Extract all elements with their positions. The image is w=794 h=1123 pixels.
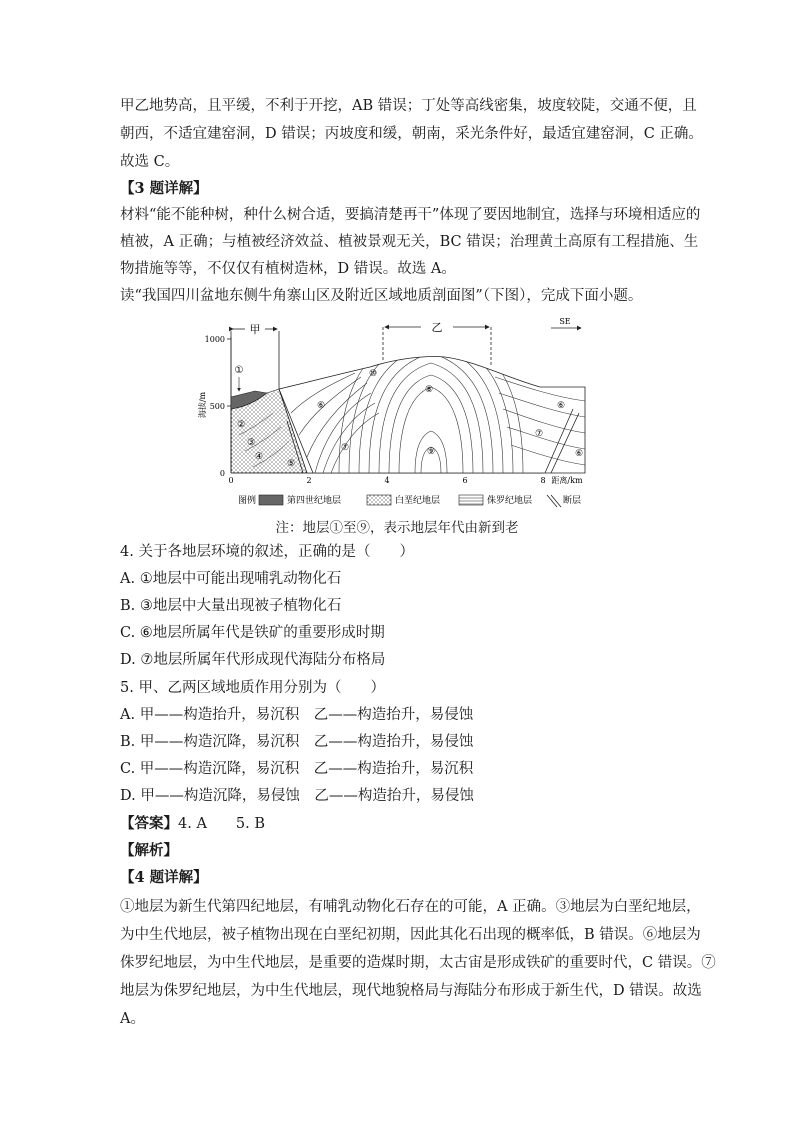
- layer-label: ⑥: [316, 401, 326, 411]
- paragraph-line: 地层为侏罗纪地层，为中生代地层，现代地貌格局与海陆分布形成于新生代，D 错误。故选: [120, 983, 702, 999]
- answer-value: 4. A 5. B: [178, 816, 266, 832]
- question-4-option-b: B. ③地层中大量出现被子植物化石: [120, 598, 342, 614]
- answer-line: [120, 812, 265, 833]
- paragraph-line: 材料“能不能种树，种什么树合适，要搞清楚再干”体现了要因地制宜，选择与环境相适应的: [120, 207, 701, 223]
- question-4-option-d: D. ⑦地层所属年代形成现代海陆分布格局: [120, 652, 386, 668]
- question-5-option-a: A. 甲——构造抬升，易沉积 乙——构造抬升，易侵蚀: [120, 707, 474, 723]
- paragraph-line: 甲乙地势高，且平缓，不利于开挖，AB 错误；丁处等高线密集，坡度较陡，交通不便，且: [120, 98, 697, 114]
- y-tick-label: 0: [219, 469, 225, 478]
- paragraph-line: 植被，A 正确；与植被经济效益、植被景观无关，BC 错误；治理黄土高原有工程措施、生: [120, 234, 699, 250]
- legend-label: 第四世纪地层: [287, 496, 342, 506]
- top-paragraph: [120, 92, 703, 176]
- legend-label: 侏罗纪地层: [487, 496, 533, 506]
- x-tick-label: 4: [384, 476, 390, 485]
- x-tick-label: 6: [462, 476, 468, 485]
- zone-yi-label: 乙: [431, 321, 443, 334]
- layer-label: ⑩: [368, 369, 378, 379]
- section-4-heading: 【4 题详解】: [120, 869, 208, 886]
- section-4-body: [120, 893, 716, 1033]
- layer-label: ⑥: [556, 401, 566, 411]
- legend-fault-icon: [547, 495, 561, 507]
- paragraph-line: ①地层为新生代第四纪地层，有哺乳动物化石存在的可能，A 正确。③地层为白垩纪地层，: [120, 899, 701, 915]
- x-tick-label: 8: [540, 476, 546, 485]
- layer-label: ③: [246, 438, 256, 448]
- paragraph-line: 朝西，不适宜建窑洞，D 错误；丙坡度和缓，朝南，采光条件好，最适宜建窑洞，C 正确。: [120, 126, 703, 142]
- question-5-stem: 5. 甲、乙两区域地质作用分别为（ ）: [120, 680, 385, 696]
- layer-label: ⑨: [426, 447, 436, 457]
- section-heading: 【3 题详解】: [120, 180, 208, 197]
- legend-swatch-quaternary: [259, 495, 283, 505]
- question-5-option-b: B. 甲——构造沉降，易沉积 乙——构造抬升，易侵蚀: [120, 734, 474, 750]
- figure-note: 注：地层①至⑨，表示地层年代由新到老: [275, 520, 519, 536]
- layer-label: ⑥: [574, 449, 584, 459]
- legend-swatch-cretaceous: [367, 495, 391, 505]
- legend-label: 白垩纪地层: [395, 496, 441, 506]
- legend-title: 图例: [237, 496, 257, 506]
- layer-label: ⑦: [340, 443, 350, 453]
- profile-svg: [195, 317, 615, 517]
- x-tick-label: 0: [228, 476, 234, 485]
- paragraph-line: 故选 C。: [120, 154, 180, 170]
- direction-label: SE: [559, 317, 571, 326]
- question-4-option-c: C. ⑥地层所属年代是铁矿的重要形成时期: [120, 625, 385, 641]
- layer-label: ⑦: [534, 429, 544, 439]
- paragraph-line: 侏罗纪地层，为中生代地层，是重要的造煤时期，太古宙是形成铁矿的重要时代，C 错误。⑦: [120, 955, 716, 971]
- paragraph-line: 物措施等等，不仅仅有植树造林，D 错误。故选 A。: [120, 261, 456, 277]
- layer-label: ②: [236, 420, 246, 430]
- paragraph-line: 为中生代地层，被子植物出现在白垩纪初期，因此其化石出现的概率低，B 错误。⑥地层为: [120, 927, 701, 943]
- question-5-option-d: D. 甲——构造沉降，易侵蚀 乙——构造抬升，易侵蚀: [120, 788, 474, 804]
- section-3: [120, 175, 701, 310]
- paragraph-line: A。: [120, 1011, 145, 1027]
- analysis-heading: 【解析】: [120, 842, 178, 859]
- y-tick-label: 500: [209, 402, 225, 411]
- y-tick-label: 1000: [204, 335, 225, 344]
- y-axis-label: 海拔/m: [198, 391, 207, 419]
- layer-label: ⑤: [286, 459, 296, 469]
- x-axis-label: 距离/km: [551, 476, 583, 485]
- geologic-profile-figure: [195, 317, 615, 527]
- question-5-option-c: C. 甲——构造沉降，易沉积 乙——构造抬升，易沉积: [120, 761, 474, 777]
- question-4-stem: 4. 关于各地层环境的叙述，正确的是（ ）: [120, 544, 414, 560]
- layer-label: ④: [254, 452, 264, 462]
- intro-line: 读“我国四川盆地东侧牛角寨山区及附近区域地质剖面图”（下图），完成下面小题。: [120, 288, 643, 304]
- answer-label: 【答案】: [120, 815, 178, 832]
- layer-label: ①: [234, 365, 244, 376]
- legend-swatch-jurassic: [459, 495, 483, 505]
- layer-label: ⑧: [424, 385, 434, 395]
- legend-label: 断层: [563, 496, 582, 506]
- question-4-option-a: A. ①地层中可能出现哺乳动物化石: [120, 571, 342, 587]
- x-tick-label: 2: [306, 476, 312, 485]
- zone-jia-label: 甲: [249, 323, 261, 336]
